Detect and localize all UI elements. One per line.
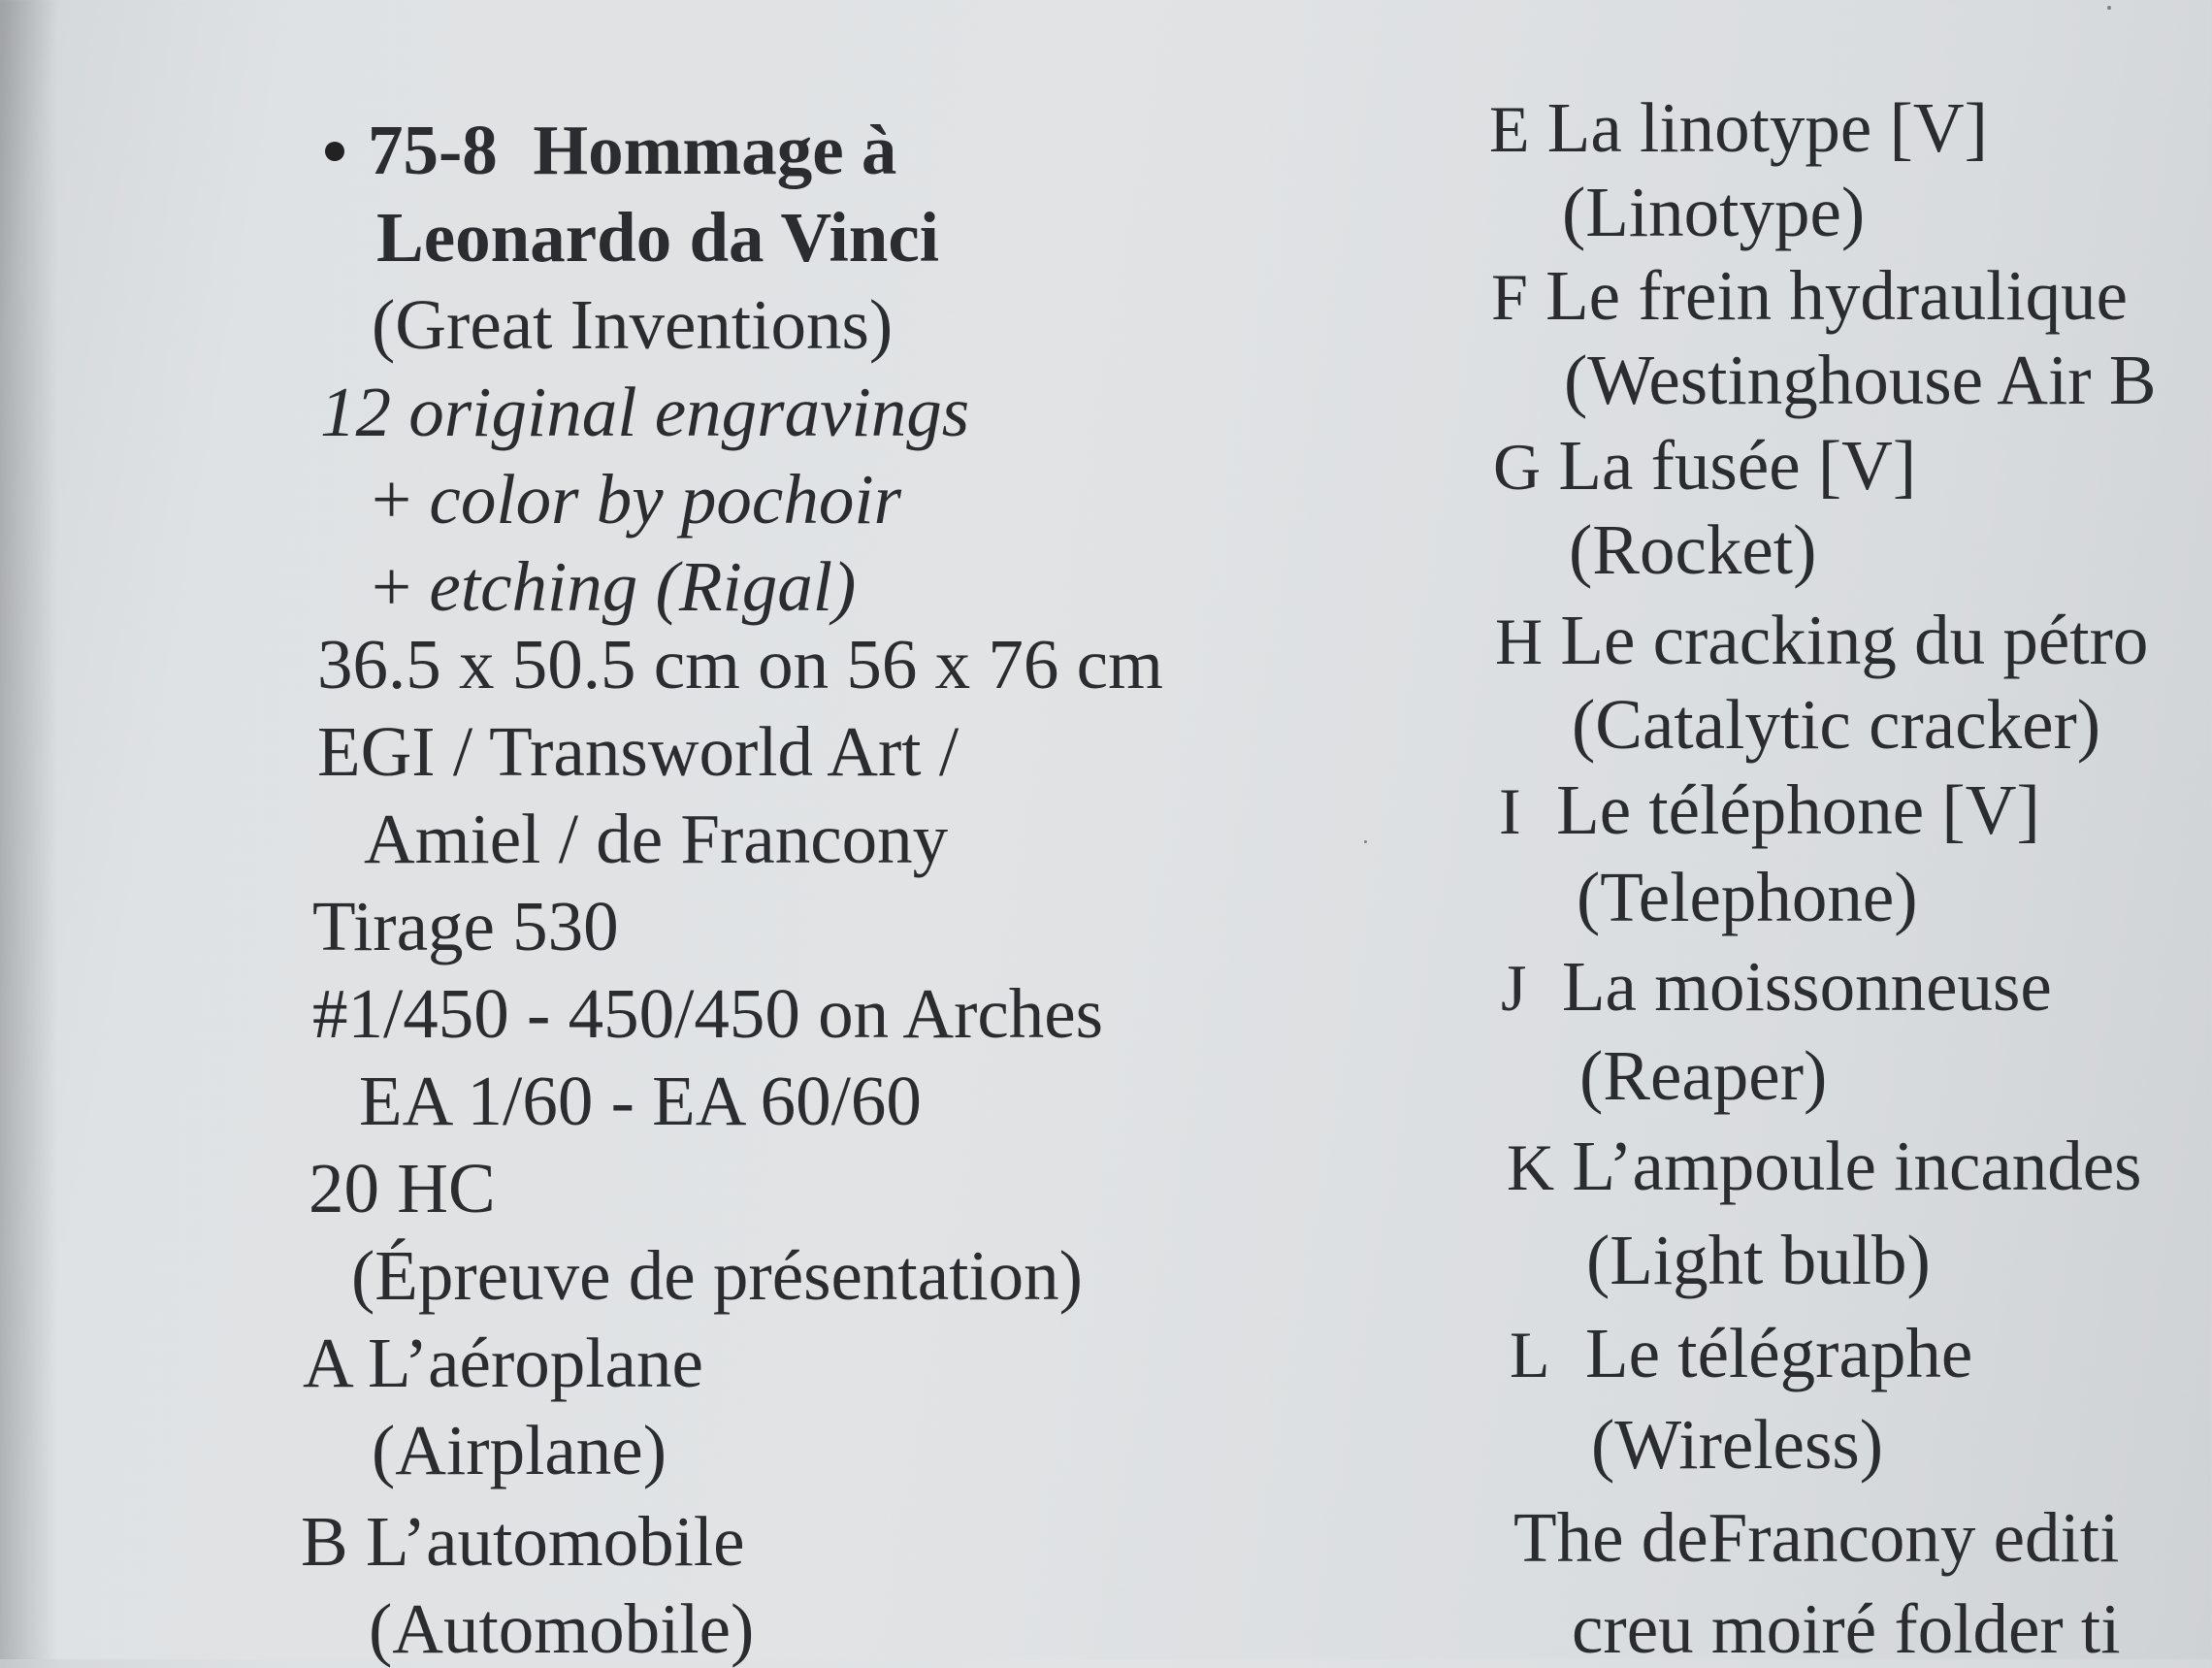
item-letter: E bbox=[1489, 92, 1530, 166]
list-item bbox=[301, 1502, 745, 1581]
list-item bbox=[1507, 1127, 2142, 1205]
item-english: (Telephone) bbox=[1577, 858, 1918, 936]
item-letter: J bbox=[1501, 951, 1527, 1025]
item-french: L’aéroplane bbox=[367, 1324, 703, 1402]
entry-number: 75-8 bbox=[368, 111, 498, 189]
list-item bbox=[1499, 770, 2040, 849]
item-english: (Catalytic cracker) bbox=[1572, 685, 2101, 764]
item-letter: A bbox=[303, 1324, 350, 1402]
item-english: (Automobile) bbox=[369, 1589, 755, 1668]
bullet-icon bbox=[325, 142, 344, 161]
entry-subtitle: (Great Inventions) bbox=[372, 285, 894, 364]
list-item bbox=[1495, 601, 2149, 679]
dimensions: 36.5 x 50.5 cm on 56 x 76 cm bbox=[317, 625, 1163, 703]
entry-title-line2: Leonardo da Vinci bbox=[376, 198, 940, 277]
item-english: (Rocket) bbox=[1569, 510, 1817, 589]
item-letter: B bbox=[301, 1502, 348, 1581]
list-item bbox=[1510, 1314, 1973, 1392]
list-item bbox=[1493, 426, 1917, 505]
item-letter: K bbox=[1507, 1130, 1555, 1204]
item-english: (Light bulb) bbox=[1586, 1221, 1931, 1299]
hors-commerce: 20 HC bbox=[309, 1149, 496, 1227]
footer-line1: The deFrancony editi bbox=[1513, 1498, 2120, 1577]
medium-line2: + color by pochoir bbox=[372, 460, 902, 539]
presentation-proof: (Épreuve de présentation) bbox=[351, 1236, 1083, 1315]
list-item bbox=[1489, 88, 1988, 167]
edition-size: Tirage 530 bbox=[312, 887, 619, 965]
item-french: Le frein hydraulique bbox=[1545, 256, 2129, 335]
list-item bbox=[303, 1324, 703, 1402]
numbering-line1: #1/450 - 450/450 on Arches bbox=[312, 974, 1104, 1053]
item-french: Le cracking du pétro bbox=[1560, 601, 2149, 679]
paper-speck bbox=[2107, 6, 2111, 10]
item-english: (Airplane) bbox=[372, 1411, 667, 1489]
numbering-line2: EA 1/60 - EA 60/60 bbox=[359, 1062, 922, 1140]
item-english: (Linotype) bbox=[1562, 173, 1866, 251]
item-english: (Westinghouse Air B bbox=[1564, 341, 2157, 419]
page-gutter-shadow bbox=[0, 0, 58, 1659]
list-item bbox=[1491, 256, 2129, 335]
item-letter: H bbox=[1495, 605, 1544, 678]
item-french: Le téléphone [V] bbox=[1556, 770, 2040, 849]
item-letter: F bbox=[1491, 260, 1528, 334]
item-letter: G bbox=[1493, 430, 1542, 504]
medium-line3: + etching (Rigal) bbox=[372, 547, 857, 626]
item-english: (Wireless) bbox=[1591, 1405, 1884, 1484]
item-french: La moissonneuse bbox=[1561, 947, 2052, 1026]
paper-speck bbox=[1364, 840, 1367, 843]
item-french: L’ampoule incandes bbox=[1572, 1127, 2142, 1205]
item-english: (Reaper) bbox=[1579, 1036, 1828, 1115]
publisher-line2: Amiel / de Francony bbox=[364, 800, 949, 878]
item-french: La linotype [V] bbox=[1546, 88, 1988, 167]
item-letter: L bbox=[1510, 1318, 1550, 1391]
entry-title-line1: Hommage à bbox=[533, 111, 897, 189]
publisher-line1: EGI / Transworld Art / bbox=[317, 712, 960, 791]
list-item bbox=[1501, 947, 2052, 1026]
item-french: Le télégraphe bbox=[1585, 1314, 1973, 1392]
entry-heading bbox=[325, 111, 897, 189]
item-french: L’automobile bbox=[365, 1502, 745, 1581]
medium-line1: 12 original engravings bbox=[320, 373, 970, 451]
item-french: La fusée [V] bbox=[1558, 426, 1917, 505]
item-letter: I bbox=[1499, 774, 1521, 848]
footer-line2: creu moiré folder ti bbox=[1572, 1589, 2121, 1668]
